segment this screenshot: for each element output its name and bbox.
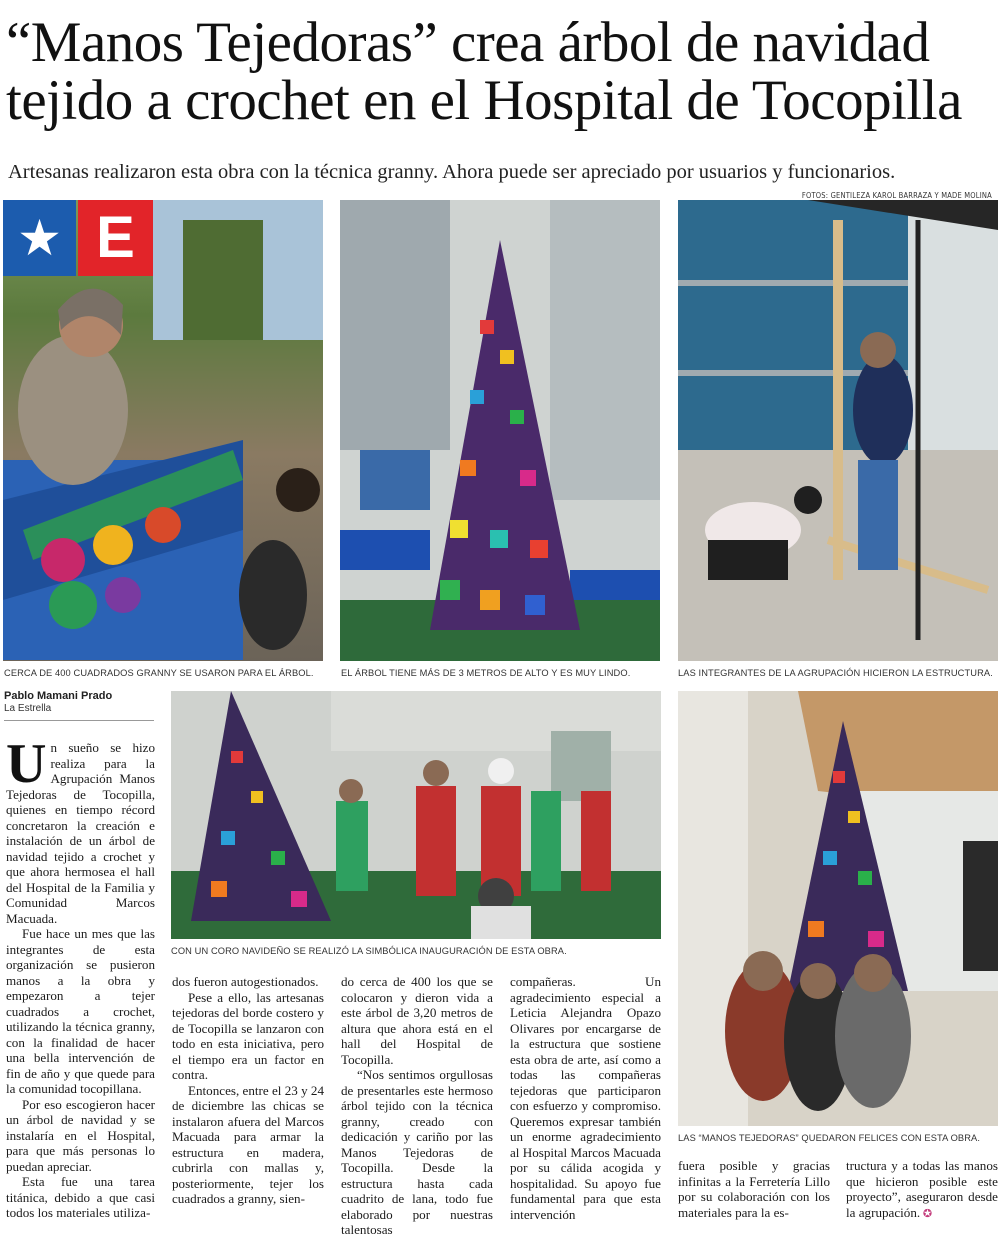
photo-tree-hall [340, 200, 660, 661]
paragraph: Entonces, entre el 23 y 24 de diciembre las chicas se instalaron afuera del Marcos Macuada para armar la estructura en madera, cubrirla con mallas y, posteriormente, tejer los cuadrados a granny, sien- [172, 1082, 324, 1206]
paragraph: n sueño se hizo realiza para la Agrupación Manos Tejedoras de Tocopilla, quienes en tiempo récord concretaron la creación e instalación de un árbol de navidad tejido a crochet y que ahora hermosea el hall del Hospital de la Familia y Comunidad Marcos Macuada. [6, 740, 155, 926]
photo-women-posing [678, 691, 998, 1126]
caption-photo5: LAS “MANOS TEJEDORAS” QUEDARON FELICES CON ESTA OBRA. [678, 1133, 980, 1143]
byline-divider [4, 720, 154, 721]
byline-author: Pablo Mamani Prado [4, 690, 113, 702]
paragraph: compañeras. Un agradecimiento especial a Leticia Alejandra Opazo Olivares por encargarse de la estructura que sostiene esta obra de arte, así como a todas las compañeras tejedoras que participaron con esfuerzo y compromiso. Queremos expresar también un enorme agradecimiento al Hospital Marcos Macuada por su cálida acogida y hospitalidad. Su apoyo fue fundamental para que esta intervención [510, 974, 661, 1222]
caption-photo4: CON UN CORO NAVIDEÑO SE REALIZÓ LA SIMBÓLICA INAUGURACIÓN DE ESTA OBRA. [171, 946, 567, 956]
end-mark-icon: ✪ [920, 1207, 933, 1220]
body-column-3 [341, 974, 493, 1238]
body-column-6 [846, 1158, 998, 1222]
paragraph: “Nos sentimos orgullosas de presentarles este hermoso árbol tejido con la técnica granny, creado con dedicación y cariño por las Manos Tejedoras de Tocopilla. Desde la estructura hasta cada cuadrito de lana, todo fue elaborado por nuestras talentosas [341, 1067, 493, 1237]
body-column-5 [678, 1158, 830, 1220]
photo-choir-inauguration [171, 691, 661, 939]
caption-photo1: CERCA DE 400 CUADRADOS GRANNY SE USARON PARA EL ÁRBOL. [4, 668, 314, 678]
paragraph: Por eso escogieron hacer un árbol de navidad y se instalaría en el Hospital, para que más personas lo puedan apreciar. [6, 1096, 155, 1174]
paragraph: dos fueron autogestionados. [172, 974, 319, 989]
body-column-1 [6, 733, 155, 1221]
section-badge [3, 200, 153, 276]
photo-credit: FOTOS: GENTILEZA KAROL BARRAZA Y MADE MOLINA [801, 191, 992, 200]
headline: “Manos Tejedoras” crea árbol de navidad tejido a crochet en el Hospital de Tocopilla [6, 11, 962, 132]
paragraph: do cerca de 400 los que se colocaron y dieron vida a este árbol de 3,20 metros de altura que ahora está en el hall del Hospital de Tocopilla. [341, 974, 493, 1067]
drop-cap: U [6, 733, 47, 795]
paragraph: Esta fue una tarea titánica, debido a que casi todos los materiales utiliza- [6, 1174, 155, 1220]
photo-building-structure [678, 200, 998, 661]
paragraph [846, 1158, 998, 1222]
caption-photo2: EL ÁRBOL TIENE MÁS DE 3 METROS DE ALTO Y ES MUY LINDO. [341, 668, 631, 678]
caption-photo3: LAS INTEGRANTES DE LA AGRUPACIÓN HICIERON LA ESTRUCTURA. [678, 668, 993, 678]
body-column-4 [510, 974, 661, 1222]
star-icon: ★ [17, 209, 62, 267]
section-letter: E [96, 205, 135, 270]
body-column-2 [172, 974, 324, 1207]
paragraph-text: tructura y a todas las manos que hicieron posible este proyecto”, aseguraron desde la agrupación. [846, 1158, 998, 1220]
paragraph: Fue hace un mes que las integrantes de esta organización se pusieron manos a la obra y empezaron a tejer cuadrados a crochet, utilizando la técnica granny, con la finalidad de hacer una bella intervención de fin de año y que quede para la comunidad tocopillana. [6, 926, 155, 1096]
paragraph: Pese a ello, las artesanas tejedoras del borde costero y de Tocopilla se lanzaron con todo en esta iniciativa, pero el tiempo era un factor en contra. [172, 989, 324, 1082]
paragraph: fuera posible y gracias infinitas a la Ferretería Lillo por su colaboración con los materiales para la es- [678, 1158, 830, 1220]
byline-source: La Estrella [4, 703, 52, 714]
subheadline: Artesanas realizaron esta obra con la técnica granny. Ahora puede ser apreciado por usuarios y funcionarios. [8, 161, 896, 183]
